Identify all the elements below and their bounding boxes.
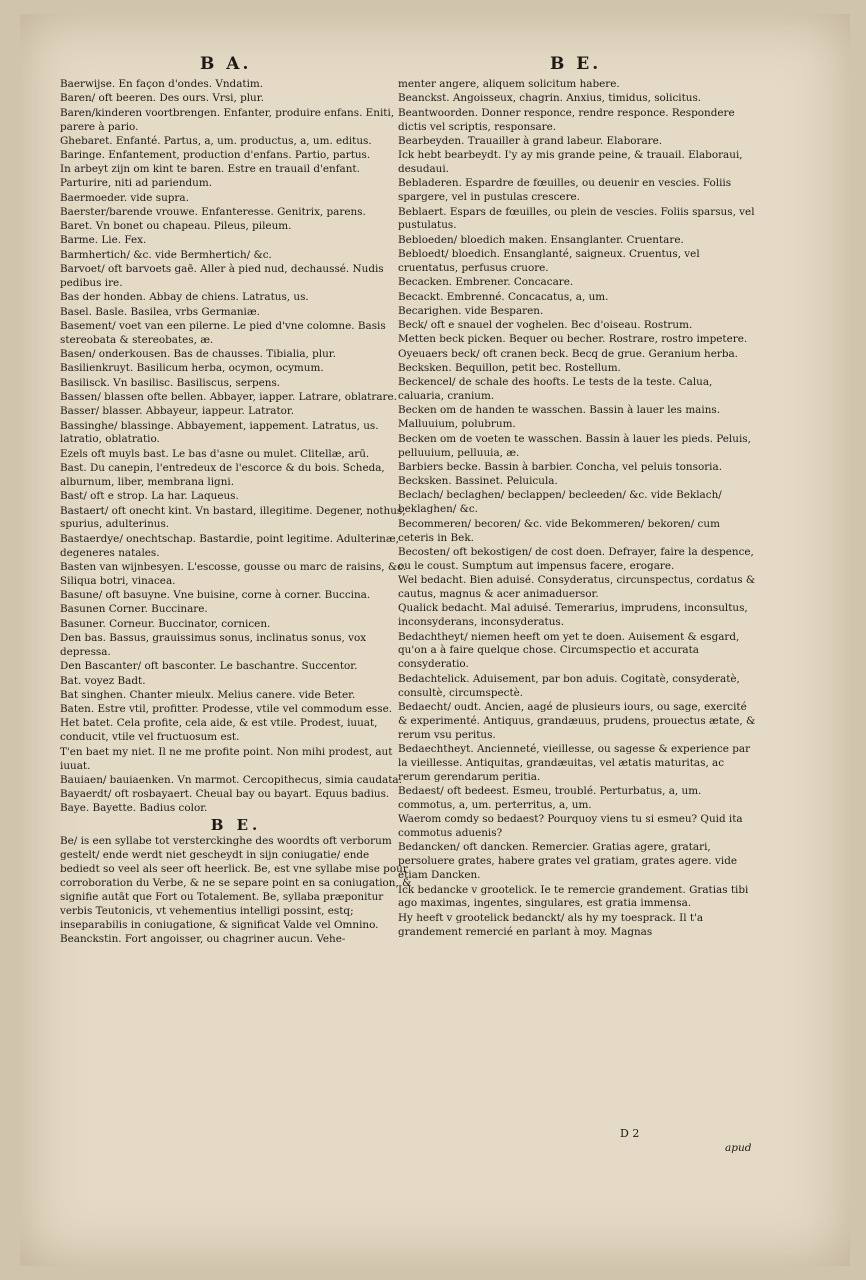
dictionary-entry: Beclach/ beclaghen/ beclappen/ becleeden/ &c. vide Beklach/ beklaghen/ &c. bbox=[398, 489, 722, 516]
dictionary-entry: Baringe. Enfantement, production d'enfans. Partio, partus. bbox=[60, 149, 371, 162]
dictionary-entry: Ick hebt bearbeydt. I'y ay mis grande peine, & trauail. Elaboraui, desudaui. bbox=[398, 149, 743, 175]
dictionary-entry: Bearbeyden. Trauailler à grand labeur. Elaborare. bbox=[398, 134, 663, 147]
dictionary-page bbox=[20, 14, 850, 1266]
dictionary-entry: Beanckst. Angoisseux, chagrin. Anxius, timidus, solicitus. bbox=[398, 92, 702, 105]
dictionary-entry: Beanckstin. Fort angoisser, ou chagriner aucun. Vehe- bbox=[60, 933, 346, 945]
dictionary-entry: Bedachtelick. Aduisement, par bon aduis. Cogitatè, consyderatè, consultè, circumspectè. bbox=[398, 672, 740, 699]
dictionary-entry: Baren/ oft beeren. Des ours. Vrsi, plur. bbox=[60, 92, 264, 105]
dictionary-entry: Hy heeft v grootelick bedanckt/ als hy my toesprack. Il t'a grandement remercié en parlant à moy. Magnas bbox=[398, 911, 704, 938]
dictionary-entry: Bedachtheyt/ niemen heeft om yet te doen. Auisement & esgard, qu'on a à faire quelque chose. Circumspectio et accurata consyderatio. bbox=[398, 630, 740, 671]
left-column bbox=[60, 78, 412, 1148]
dictionary-entry: Becacken. Embrener. Concacare. bbox=[398, 276, 574, 289]
dictionary-entry: Qualick bedacht. Mal aduisé. Temerarius, imprudens, inconsultus, inconsyderans, inconsyderatus. bbox=[398, 602, 748, 629]
dictionary-entry: Basune/ oft basuyne. Vne buisine, corne à corner. Buccina. bbox=[60, 589, 371, 602]
dictionary-entry: Basement/ voet van een pilerne. Le pied d'vne colomne. Basis stereobata & stereobates, æ. bbox=[60, 319, 386, 346]
dictionary-entry: Becksken. Bequillon, petit bec. Rostellum. bbox=[398, 361, 621, 374]
right-column bbox=[398, 78, 758, 1158]
dictionary-entry: Bebloedt/ bloedich. Ensanglanté, saigneux. Cruentus, vel cruentatus, perfusus cruore. bbox=[398, 248, 700, 274]
dictionary-entry: Becksken. Bassinet. Peluicula. bbox=[398, 475, 558, 488]
dictionary-entry: Wel bedacht. Bien aduisé. Consyderatus, circunspectus, cordatus & cautus, magnus & acer animaduersor. bbox=[398, 574, 756, 600]
dictionary-entry: Barmhertich/ &c. vide Bermhertich/ &c. bbox=[60, 248, 272, 261]
dictionary-entry: Barvoet/ oft barvoets gaē. Aller à pied nud, dechaussé. Nudis pedibus ire. bbox=[60, 263, 384, 289]
dictionary-entry: Baerster/barende vrouwe. Enfanteresse. Genitrix, parens. bbox=[60, 205, 366, 218]
dictionary-entry: Bebladeren. Espardre de fœuilles, ou deuenir en vescies. Foliis spargere, vel in pustulas crescere. bbox=[398, 177, 732, 204]
dictionary-entry: Becken om de voeten te wasschen. Bassin à lauer les pieds. Peluis, pelluuium, pelluuia, æ. bbox=[398, 432, 751, 459]
dictionary-entry: Becommeren/ becoren/ &c. vide Bekommeren/ bekoren/ cum ceteris in Bek. bbox=[398, 517, 720, 544]
dictionary-entry: Bedaest/ oft bedeest. Esmeu, troublé. Perturbatus, a, um. commotus, a, um. perterritus, a, um. bbox=[398, 785, 702, 811]
dictionary-entry: Bas der honden. Abbay de chiens. Latratus, us. bbox=[60, 291, 309, 304]
dictionary-entry: Basser/ blasser. Abbayeur, iappeur. Latrator. bbox=[60, 405, 295, 418]
dictionary-entry: Basilisck. Vn basilisc. Basiliscus, serpens. bbox=[60, 376, 281, 389]
running-head-right: B E. bbox=[550, 54, 602, 74]
dictionary-entry: Basilienkruyt. Basilicum herba, ocymon, ocymum. bbox=[60, 362, 324, 375]
dictionary-entry: Becken om de handen te wasschen. Bassin à lauer les mains. Malluuium, polubrum. bbox=[398, 404, 721, 431]
dictionary-entry: Barbiers becke. Bassin à barbier. Concha, vel peluis tonsoria. bbox=[398, 460, 723, 473]
dictionary-entry: Bat. voyez Badt. bbox=[60, 674, 146, 687]
dictionary-entry: Den Bascanter/ oft basconter. Le baschantre. Succentor. bbox=[60, 660, 358, 673]
dictionary-entry: Metten beck picken. Bequer ou becher. Rostrare, rostro impetere. bbox=[398, 333, 748, 346]
dictionary-entry: Den bas. Bassus, grauissimus sonus, inclinatus sonus, vox depressa. bbox=[60, 632, 367, 658]
dictionary-entry: T'en baet my niet. Il ne me profite point. Non mihi prodest, aut iuuat. bbox=[60, 745, 393, 772]
dictionary-entry: Bayaerdt/ oft rosbayaert. Cheual bay ou bayart. Equus badius. bbox=[60, 788, 390, 801]
dictionary-entry: Het batet. Cela profite, cela aide, & est vtile. Prodest, iuuat, conducit, vtile vel fructuosum est. bbox=[60, 717, 378, 744]
dictionary-entry: Basen/ onderkousen. Bas de chausses. Tibialia, plur. bbox=[60, 348, 336, 361]
dictionary-entry: Bast/ oft e strop. La har. Laqueus. bbox=[60, 490, 239, 503]
dictionary-entry: Baye. Bayette. Badius color. bbox=[60, 802, 208, 815]
dictionary-entry: Becosten/ oft bekostigen/ de cost doen. Defrayer, faire la despence, ou le coust. Sumptum aut impensus facere, erogare. bbox=[398, 545, 754, 572]
dictionary-entry: Bebloeden/ bloedich maken. Ensanglanter. Cruentare. bbox=[398, 233, 684, 246]
dictionary-entry: Basten van wijnbesyen. L'escosse, gousse ou marc de raisins, &c. Siliqua botri, vinacea. bbox=[60, 560, 407, 587]
dictionary-entry: Bastaert/ oft onecht kint. Vn bastard, illegitime. Degener, nothus, spurius, adulterinus. bbox=[60, 504, 406, 531]
dictionary-entry: Basunen Corner. Buccinare. bbox=[60, 603, 208, 616]
dictionary-entry: Ick bedancke v grootelick. Ie te remercie grandement. Gratias tibi ago maximas, ingentes, singulares, est gratia immensa. bbox=[398, 883, 749, 910]
dictionary-entry: Beck/ oft e snauel der voghelen. Bec d'oiseau. Rostrum. bbox=[398, 319, 693, 332]
dictionary-entry: Baten. Estre vtil, profitter. Prodesse, vtile vel commodum esse. bbox=[60, 703, 393, 716]
dictionary-entry: Becackt. Embrenné. Concacatus, a, um. bbox=[398, 290, 609, 303]
dictionary-entry: Waerom comdy so bedaest? Pourquoy viens tu si esmeu? Quid ita commotus aduenis? bbox=[398, 813, 743, 840]
dictionary-entry: Beckencel/ de schale des hoofts. Le tests de la teste. Calua, caluaria, cranium. bbox=[398, 376, 713, 403]
dictionary-entry: Beblaert. Espars de fœuilles, ou plein de vescies. Foliis sparsus, vel pustulatus. bbox=[398, 205, 755, 232]
dictionary-entry: Baermoeder. vide supra. bbox=[60, 191, 189, 204]
dictionary-entry: Bedaecht/ oudt. Ancien, aagé de plusieurs iours, ou sage, exercité & experimenté. Antiquus, grandæuus, prudens, prouectus ætate, & rerum vsu peritus. bbox=[398, 700, 756, 741]
dictionary-entry: Ezels oft muyls bast. Le bas d'asne ou mulet. Clitellæ, arū. bbox=[60, 447, 370, 460]
dictionary-entry: Bastaerdye/ onechtschap. Bastardie, point legitime. Adulterinæ, degeneres natales. bbox=[60, 532, 399, 559]
dictionary-entry: Baret. Vn bonet ou chapeau. Pileus, pileum. bbox=[60, 220, 292, 233]
catchword: apud bbox=[725, 1142, 752, 1154]
dictionary-entry: Bassen/ blassen ofte bellen. Abbayer, iapper. Latrare, oblatrare. bbox=[60, 390, 397, 403]
dictionary-entry: Baerwijse. En façon d'ondes. Vndatim. bbox=[60, 78, 264, 90]
dictionary-entry: In arbeyt zijn om kint te baren. Estre en trauail d'enfant. Parturire, niti ad pariendum. bbox=[60, 163, 360, 190]
dictionary-entry: Basuner. Corneur. Buccinator, cornicen. bbox=[60, 617, 271, 630]
dictionary-entry: Bedancken/ oft dancken. Remercier. Gratias agere, gratari, persoluere grates, habere grates vel gratiam, grates agere. vide etiam Dancken. bbox=[398, 841, 737, 882]
dictionary-entry: Baren/kinderen voortbrengen. Enfanter, produire enfans. Eniti, parere à pario. bbox=[60, 106, 395, 133]
dictionary-entry: menter angere, aliquem solicitum habere. bbox=[398, 78, 620, 90]
signature-mark: D 2 bbox=[620, 1127, 640, 1140]
dictionary-entry: Be/ is een syllabe tot versterckinghe des woordts oft verborum gestelt/ ende werdt niet gescheydt in sijn coniugatie/ ende bediedt so veel als seer oft heerlick. Be, est vne syllabe mise pour corroboration du Verbe, & ne se separe point en sa coniugation, & signifie autāt que Fort ou Totalement. Be, syllaba præponitur verbis Teutonicis, vt vehementius intelligi possint, estq; inseparabilis in coniugatione, & significat Valde vel Omnino. bbox=[60, 835, 412, 931]
dictionary-entry: Basel. Basle. Basilea, vrbs Germaniæ. bbox=[60, 305, 260, 318]
dictionary-entry: Bedaechtheyt. Ancienneté, vieillesse, ou sagesse & experience par la vieillesse. Antiquitas, grandæuitas, vel ætatis maturitas, ac rerum gerendarum peritia. bbox=[398, 742, 751, 783]
dictionary-entry: Ghebaret. Enfanté. Partus, a, um. productus, a, um. editus. bbox=[60, 134, 372, 147]
dictionary-entry: Bauiaen/ bauiaenken. Vn marmot. Cercopithecus, simia caudata. bbox=[60, 773, 402, 786]
dictionary-entry: Barme. Lie. Fex. bbox=[60, 234, 147, 247]
dictionary-entry: Bassinghe/ blassinge. Abbayement, iappement. Latratus, us. latratio, oblatratio. bbox=[60, 419, 379, 446]
dictionary-entry: Becarighen. vide Besparen. bbox=[398, 304, 544, 317]
section-heading-be: B E. bbox=[210, 816, 262, 835]
dictionary-entry: Bat singhen. Chanter mieulx. Melius canere. vide Beter. bbox=[60, 688, 356, 701]
dictionary-entry: Beantwoorden. Donner responce, rendre responce. Respondere dictis vel scriptis, responsare. bbox=[398, 106, 735, 133]
running-head-left: B A. bbox=[200, 54, 252, 74]
dictionary-entry: Bast. Du canepin, l'entredeux de l'escorce & du bois. Scheda, alburnum, liber, membrana ligni. bbox=[60, 462, 385, 488]
dictionary-entry: Oyeuaers beck/ oft cranen beck. Becq de grue. Geranium herba. bbox=[398, 347, 738, 360]
